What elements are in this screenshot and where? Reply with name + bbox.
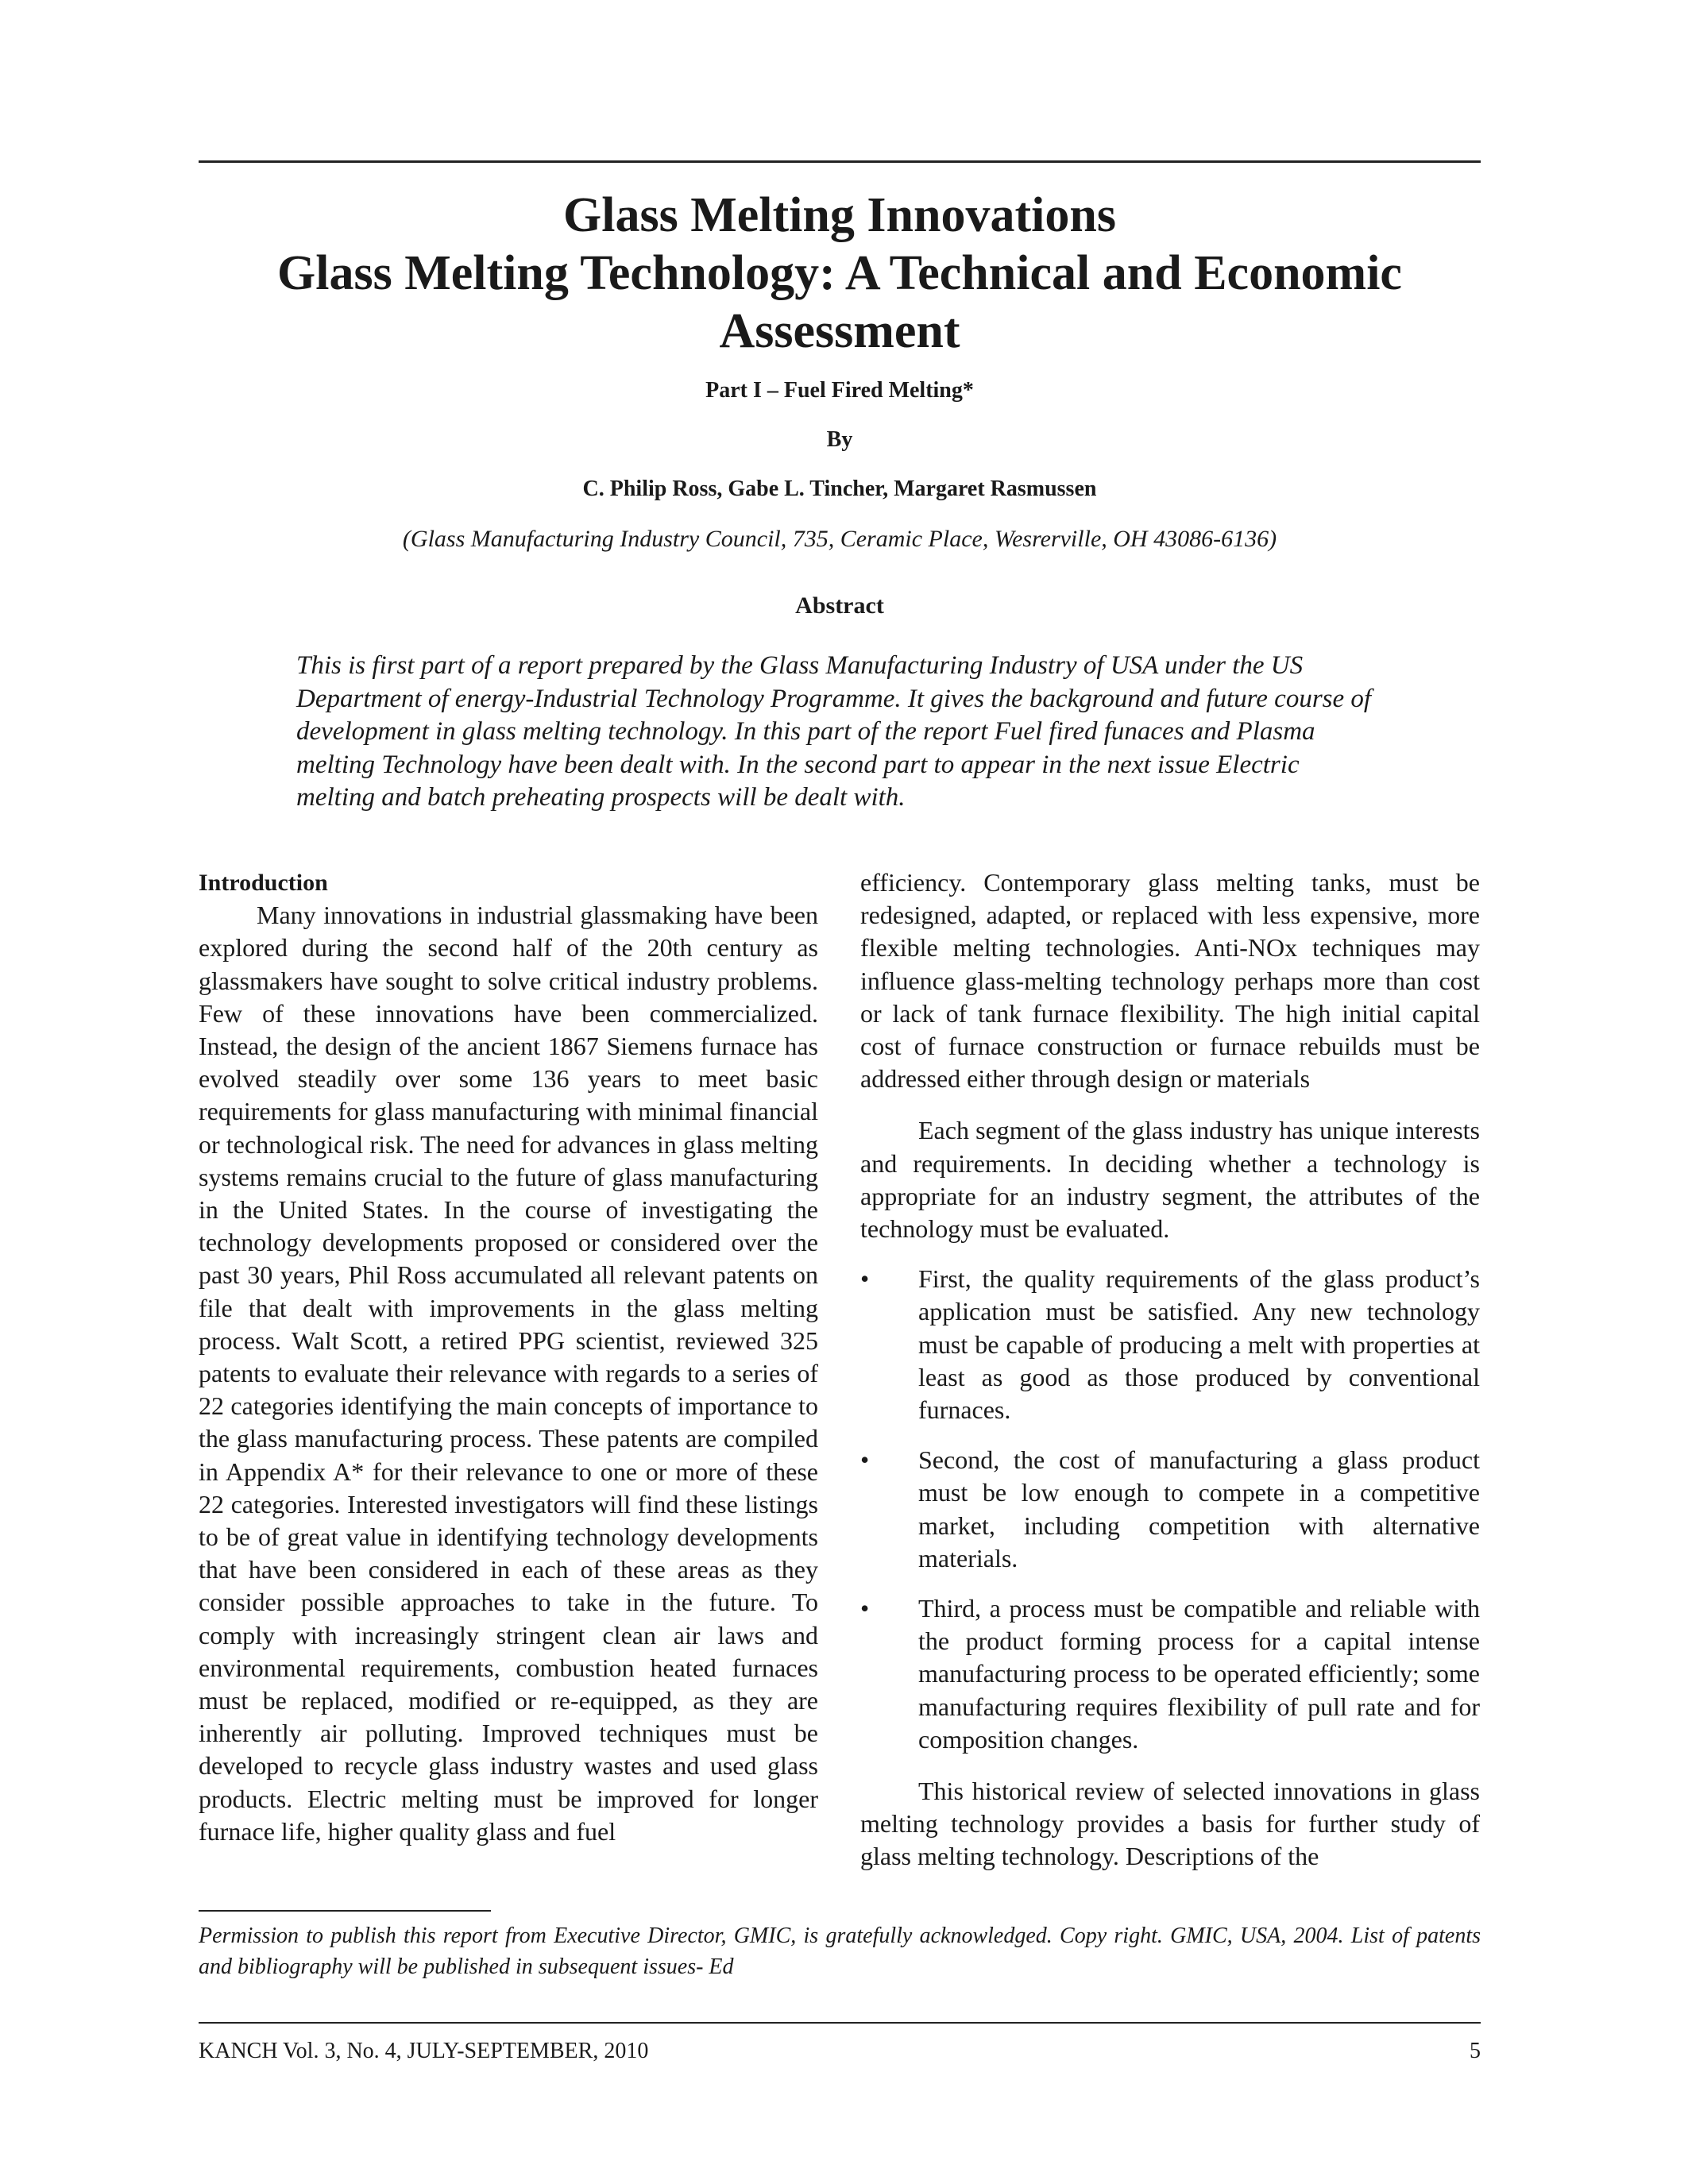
abstract-text: This is first part of a report prepared by the Glass Manufacturing Industry of USA under the US Department of energy-Industrial Technology Programme. It gives the background and future course of development in glass melting technology. In this part of the report Fuel fired funaces and Plasma melting Technology have been dealt with. In the second part to appear in the next issue Electric melting and batch preheating prospects will be dealt with. [296, 651, 1372, 812]
bullet-symbol: • [860, 1594, 870, 1623]
page-number: 5 [1470, 2039, 1481, 2063]
article-header [199, 187, 1481, 645]
bullet-item [860, 1263, 1480, 1426]
footnote-rule [199, 1910, 491, 1912]
top-rule [199, 160, 1481, 163]
authors: C. Philip Ross, Gabe L. Tincher, Margaret Rasmussen [582, 477, 1097, 501]
introduction-heading: Introduction [199, 870, 328, 896]
title-line-1: Glass Melting Innovations [563, 188, 1116, 242]
introduction-paragraph-1-continued: efficiency. Contemporary glass melting tanks, must be redesigned, adapted, or replaced with less expensive, more flexible melting technologies. Anti-NOx techniques may influence glass-melting technology perhaps more than cost or lack of tank furnace flexibility. The high initial capital cost of furnace construction or furnace rebuilds must be addressed either through design or materials [860, 868, 1480, 1094]
journal-citation: KANCH Vol. 3, No. 4, JULY-SEPTEMBER, 2010 [199, 2039, 649, 2063]
bullet-symbol: • [860, 1445, 870, 1475]
bullet-symbol: • [860, 1264, 870, 1294]
bullet-item [860, 1592, 1480, 1756]
left-column [199, 866, 818, 1848]
footer-rule [199, 2022, 1481, 2024]
introduction-paragraph-3: This historical review of selected innovations in glass melting technology provides a basis for further study of glass melting technology. Descriptions of the [860, 1777, 1480, 1871]
part-label: Part I – Fuel Fired Melting* [705, 378, 974, 403]
bullet-text: Third, a process must be compatible and reliable with the product forming process for a capital intense manufacturing process to be operated efficiently; some manufacturing requires flexibility of pull rate and for composition changes. [918, 1594, 1480, 1754]
footnote: Permission to publish this report from Executive Director, GMIC, is gratefully acknowledged. Copy right. GMIC, USA, 2004. List of patents and bibliography will be published in subsequent issues- Ed [199, 1924, 1481, 1979]
introduction-paragraph-2: Each segment of the glass industry has unique interests and requirements. In deciding whether a technology is appropriate for an industry segment, the attributes of the technology must be evaluated. [860, 1116, 1480, 1244]
title-line-2: Glass Melting Technology: A Technical and Economic Assessment [277, 246, 1402, 358]
right-column [860, 866, 1480, 1873]
affiliation: (Glass Manufacturing Industry Council, 735, Ceramic Place, Wesrerville, OH 43086-6136) [402, 526, 1277, 552]
bullet-text: First, the quality requirements of the glass product’s application must be satisfied. Any new technology must be capable of producing a melt with properties at least as good as those produced by conventional furnaces. [918, 1264, 1480, 1425]
bullet-text: Second, the cost of manufacturing a glass product must be low enough to compete in a competitive market, including competition with alternative materials. [918, 1445, 1480, 1572]
bullet-item [860, 1444, 1480, 1575]
introduction-paragraph-1: Many innovations in industrial glassmaking have been explored during the second half of the 20th century as glassmakers have sought to solve critical industry problems. Few of these innovations have been commercialized. Instead, the design of the ancient 1867 Siemens furnace has evolved steadily over some 136 years to meet basic requirements for glass manufacturing with minimal financial or technological risk. The need for advances in glass melting systems remains crucial to the future of glass manufacturing in the United States. In the course of investigating the technology developments proposed or considered over the past 30 years, Phil Ross accumulated all relevant patents on file that dealt with improvements in the glass melting process. Walt Scott, a retired PPG scientist, reviewed 325 patents to evaluate their relevance with regards to a series of 22 categories identifying the main concepts of importance to the glass manufacturing process. These patents are compiled in Appendix A* for their relevance to one or more of these 22 categories. Interested investigators will find these listings to be of great value in identifying technology developments that have been considered in each of these areas as they consider possible approaches to take in the future. To comply with increasingly stringent clean air laws and environmental requirements, combustion heated furnaces must be replaced, modified or re-equipped, as they are inherently air polluting. Improved techniques must be developed to recycle glass industry wastes and used glass products. Electric melting must be improved for longer furnace life, higher quality glass and fuel [199, 901, 818, 1846]
by-label: By [826, 427, 853, 452]
abstract-heading: Abstract [795, 592, 884, 619]
